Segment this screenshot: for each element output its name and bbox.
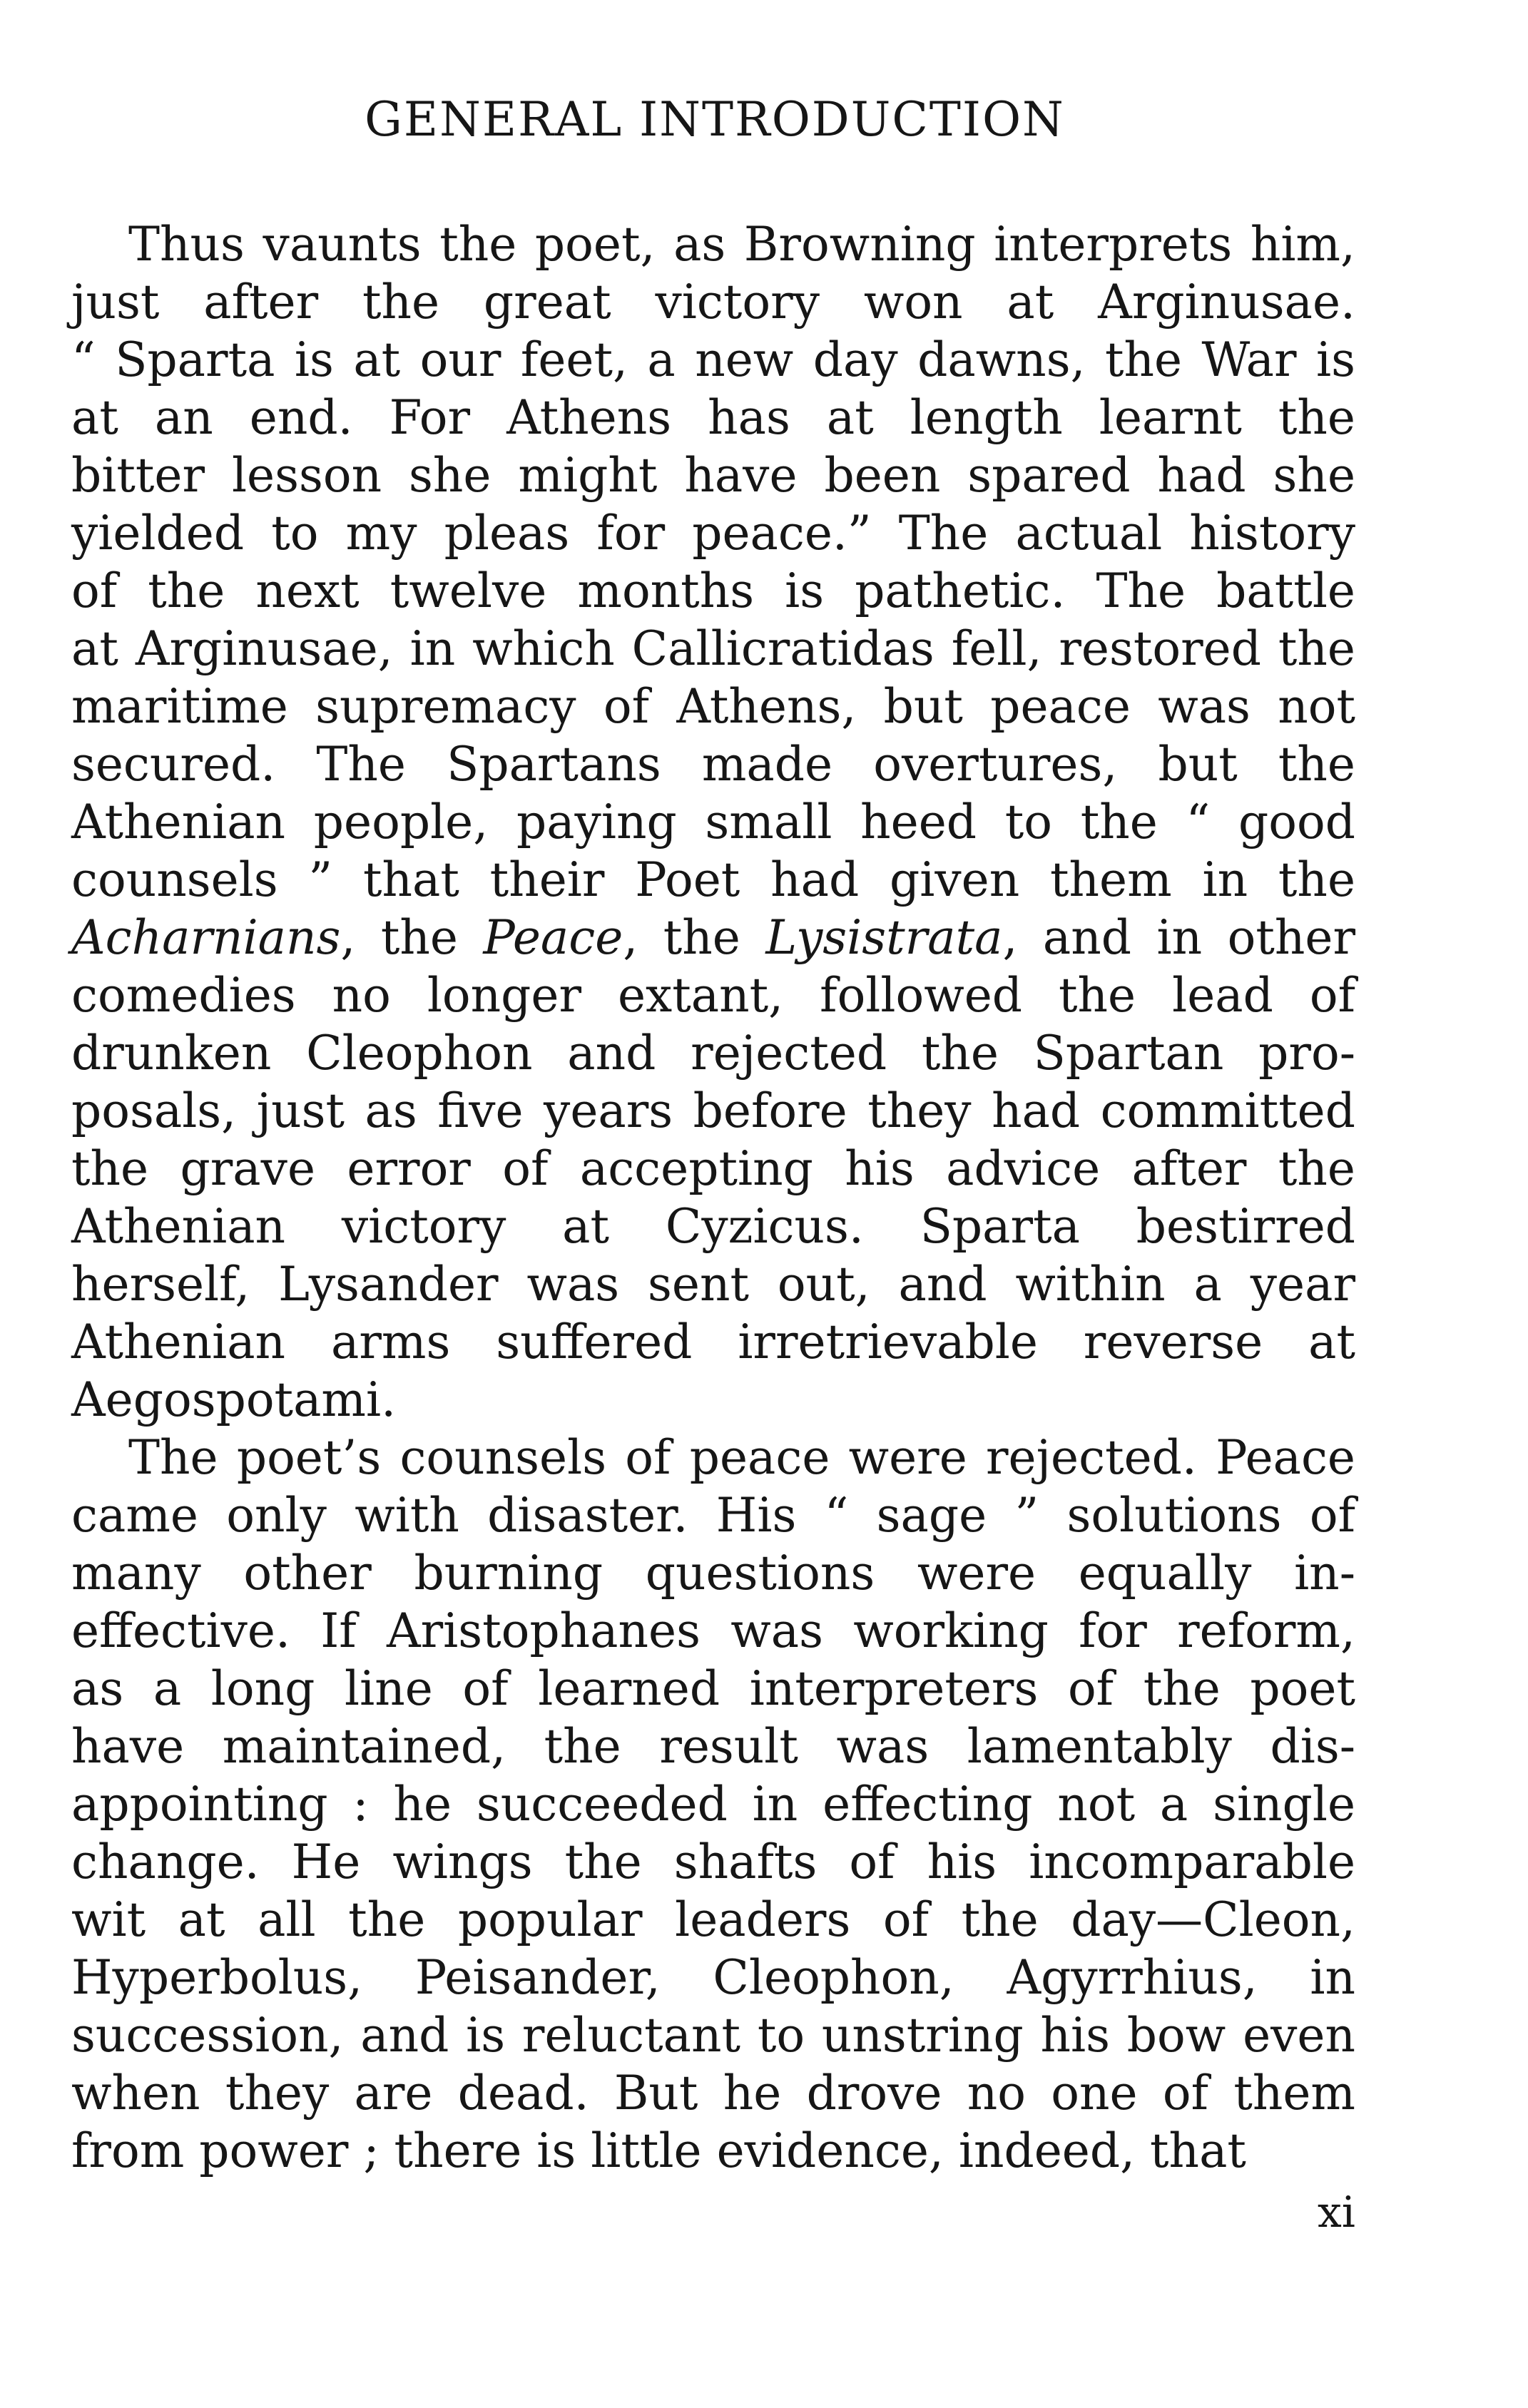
text-run: appointing : he succeeded in effecting not a single	[71, 1777, 1355, 1832]
text-run: of the next twelve months is pathetic. The battle	[71, 563, 1355, 618]
text-line	[71, 504, 1355, 562]
text-run: succession, and is reluctant to unstring his bow even	[71, 2008, 1355, 2063]
text-run: when they are dead. But he drove no one of them	[71, 2066, 1355, 2121]
body-text	[71, 215, 1355, 2180]
text-line	[71, 1718, 1355, 1775]
text-run: many other burning questions were equally in-	[71, 1546, 1355, 1601]
text-run: secured. The Spartans made overtures, but the	[71, 737, 1355, 792]
text-line	[71, 1833, 1355, 1891]
text-line	[71, 1486, 1355, 1544]
text-run: , the	[340, 910, 484, 965]
text-run: just after the great victory won at Arginusae.	[71, 275, 1355, 330]
text-line	[71, 1371, 1355, 1429]
text-run: have maintained, the result was lamentably dis-	[71, 1719, 1355, 1774]
italic-title: Acharnians	[71, 910, 341, 965]
text-run: “ Sparta is at our feet, a new day dawns, the War is	[71, 332, 1355, 387]
text-line	[71, 678, 1355, 735]
text-run: Thus vaunts the poet, as Browning interprets him,	[128, 217, 1355, 272]
text-line	[71, 2064, 1355, 2122]
text-run: comedies no longer extant, followed the lead of	[71, 968, 1355, 1023]
text-line	[71, 1198, 1355, 1255]
text-run: as a long line of learned interpreters of the poet	[71, 1661, 1355, 1716]
italic-title: Lysistrata	[765, 910, 1003, 965]
text-line	[71, 1024, 1355, 1082]
text-run: posals, just as five years before they had committed	[71, 1083, 1355, 1138]
text-line	[71, 1313, 1355, 1371]
text-line	[71, 1660, 1355, 1718]
text-run: Athenian people, paying small heed to the “ good	[71, 795, 1355, 850]
text-run: effective. If Aristophanes was working for reform,	[71, 1603, 1355, 1658]
text-line	[71, 1602, 1355, 1660]
text-line	[71, 1891, 1355, 1949]
text-line	[71, 909, 1355, 966]
text-line	[71, 851, 1355, 909]
text-run: , and in other	[1002, 910, 1355, 965]
text-line	[71, 793, 1355, 851]
text-line	[71, 1082, 1355, 1140]
text-run: at Arginusae, in which Callicratidas fell, restored the	[71, 621, 1355, 676]
text-run: wit at all the popular leaders of the day—Cleon,	[71, 1892, 1355, 1947]
text-line	[71, 620, 1355, 678]
text-line	[71, 966, 1355, 1024]
text-line	[71, 1255, 1355, 1313]
text-line	[71, 273, 1355, 331]
text-run: at an end. For Athens has at length learnt the	[71, 390, 1355, 445]
text-run: change. He wings the shafts of his incomparable	[71, 1835, 1355, 1889]
text-line	[71, 331, 1355, 389]
text-line	[71, 2006, 1355, 2064]
text-run: maritime supremacy of Athens, but peace was not	[71, 679, 1355, 734]
text-run: Athenian arms suffered irretrievable reverse at	[71, 1315, 1355, 1369]
text-line	[71, 1140, 1355, 1198]
page-number: xi	[1317, 2188, 1355, 2238]
paragraph	[71, 1429, 1355, 2180]
text-line	[71, 1775, 1355, 1833]
text-run: bitter lesson she might have been spared had she	[71, 448, 1355, 503]
text-run: The poet’s counsels of peace were rejected. Peace	[128, 1430, 1355, 1485]
text-line	[71, 562, 1355, 620]
italic-title: Peace	[483, 910, 623, 965]
text-run: Hyperbolus, Peisander, Cleophon, Agyrrhius, in	[71, 1950, 1355, 2005]
text-run: , the	[623, 910, 766, 965]
paragraph	[71, 215, 1355, 1429]
text-run: the grave error of accepting his advice after the	[71, 1141, 1355, 1196]
text-line	[71, 1949, 1355, 2006]
text-run: came only with disaster. His “ sage ” solutions of	[71, 1488, 1355, 1543]
text-line	[71, 1429, 1355, 1486]
text-run: from power ; there is little evidence, indeed, that	[71, 2123, 1246, 2178]
text-line	[71, 215, 1355, 273]
text-line	[71, 1544, 1355, 1602]
text-run: drunken Cleophon and rejected the Spartan pro-	[71, 1026, 1355, 1081]
text-run: herself, Lysander was sent out, and within a year	[71, 1257, 1355, 1312]
text-run: Athenian victory at Cyzicus. Sparta bestirred	[71, 1199, 1355, 1254]
running-head: GENERAL INTRODUCTION	[365, 92, 1065, 147]
text-line	[71, 447, 1355, 504]
text-run: counsels ” that their Poet had given them in the	[71, 852, 1355, 907]
text-run: Aegospotami.	[71, 1372, 397, 1427]
text-line	[71, 735, 1355, 793]
text-line	[71, 2122, 1355, 2180]
text-run: yielded to my pleas for peace.” The actual history	[71, 506, 1355, 561]
text-line	[71, 389, 1355, 447]
